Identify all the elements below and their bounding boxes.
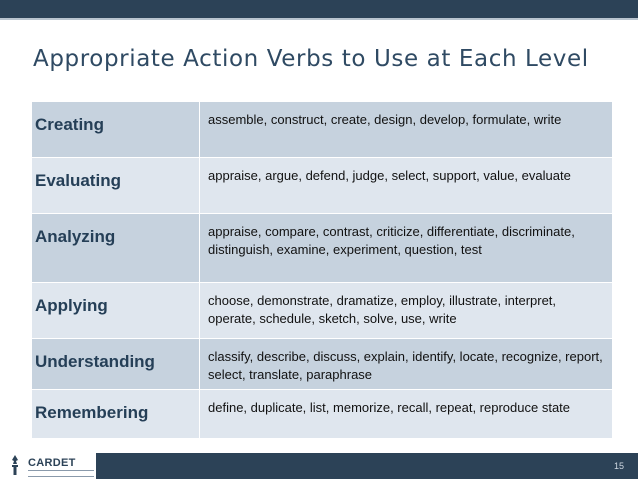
level-name: Remembering	[32, 390, 200, 439]
level-verbs: choose, demonstrate, dramatize, employ, illustrate, interpret, operate, schedule, sketch, solve, use, write	[200, 283, 613, 339]
table-row	[32, 339, 613, 390]
level-name: Evaluating	[32, 158, 200, 214]
cardet-logo	[6, 452, 96, 479]
top-banner-accent	[0, 18, 638, 20]
page-number: 15	[613, 461, 624, 471]
footer-bar	[96, 453, 638, 479]
logo-tagline-lines	[28, 470, 94, 477]
level-name: Understanding	[32, 339, 200, 390]
table-row	[32, 214, 613, 283]
level-verbs: assemble, construct, create, design, develop, formulate, write	[200, 102, 613, 158]
level-name: Analyzing	[32, 214, 200, 283]
level-verbs: define, duplicate, list, memorize, recall, repeat, reproduce state	[200, 390, 613, 439]
slide-title: Appropriate Action Verbs to Use at Each Level	[33, 46, 589, 72]
action-verbs-table	[31, 101, 613, 439]
top-banner	[0, 0, 638, 18]
torch-icon	[6, 455, 24, 475]
table-row	[32, 102, 613, 158]
logo-name: CARDET	[28, 457, 76, 469]
level-verbs: classify, describe, discuss, explain, identify, locate, recognize, report, select, translate, paraphrase	[200, 339, 613, 390]
level-name: Applying	[32, 283, 200, 339]
level-verbs: appraise, argue, defend, judge, select, support, value, evaluate	[200, 158, 613, 214]
table-row	[32, 158, 613, 214]
table-row	[32, 390, 613, 439]
table-row	[32, 283, 613, 339]
level-name: Creating	[32, 102, 200, 158]
level-verbs: appraise, compare, contrast, criticize, differentiate, discriminate, distinguish, examine, experiment, question, test	[200, 214, 613, 283]
